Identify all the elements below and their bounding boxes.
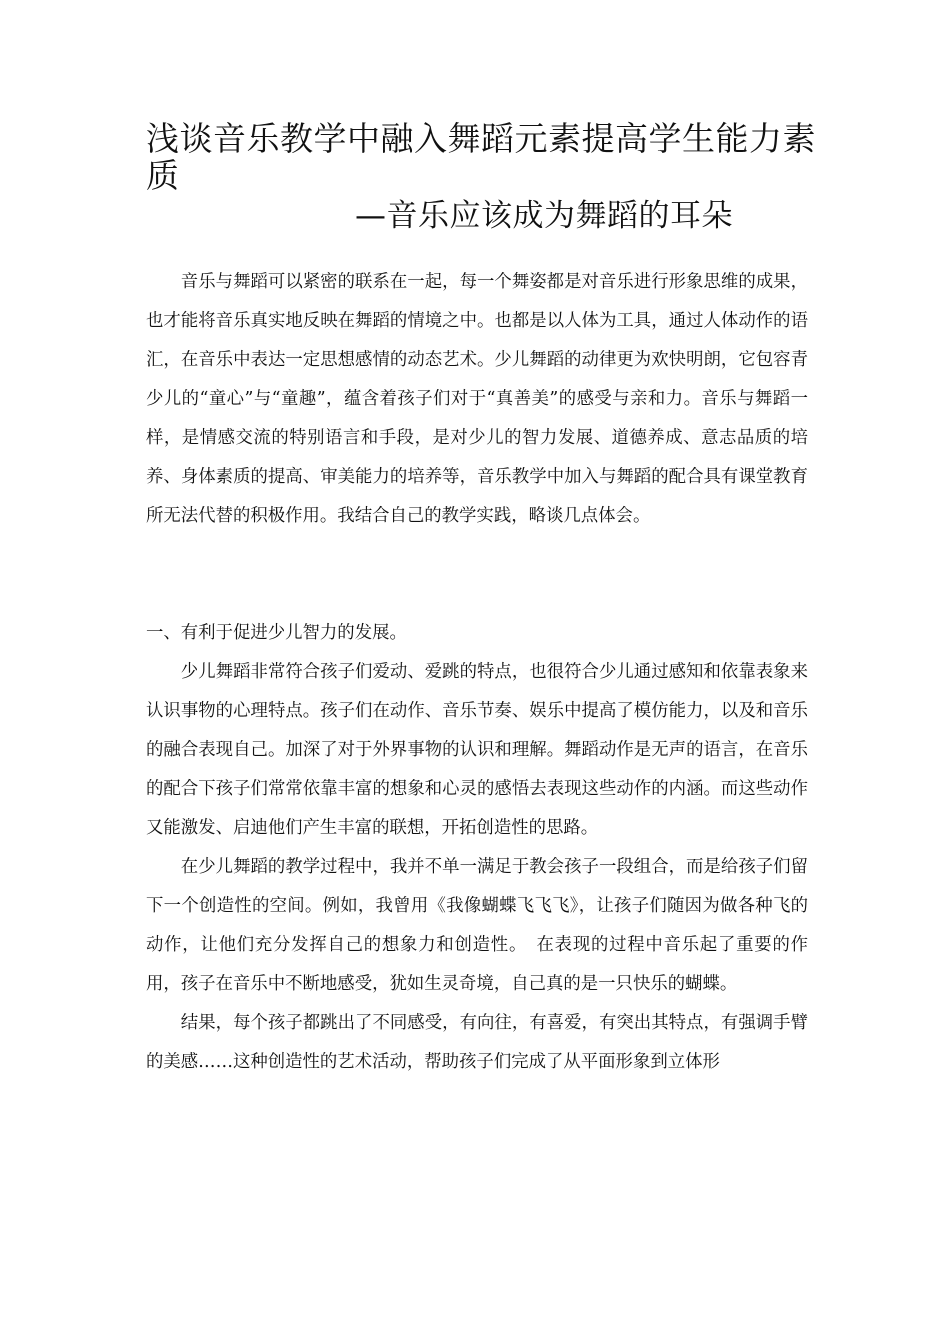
intro-paragraph: 音乐与舞蹈可以紧密的联系在一起，每一个舞姿都是对音乐进行形象思维的成果，也才能将音乐真实地反映在舞蹈的情境之中。也都是以人体为工具，通过人体动作的语汇，在音乐中表达一定思想感情的动态艺术。少儿舞蹈的动律更为欢快明朗，它包容青少儿的“童心”与“童趣”，蕴含着孩子们对于“真善美”的感受与亲和力。音乐与舞蹈一样，是情感交流的特别语言和手段，是对少儿的智力发展、道德养成、意志品质的培养、身体素质的提高、审美能力的培养等，音乐教学中加入与舞蹈的配合具有课堂教育所无法代替的积极作用。我结合自己的教学实践，略谈几点体会。	[146, 272, 808, 526]
section-paragraph: 少儿舞蹈非常符合孩子们爱动、爱跳的特点，也很符合少儿通过感知和依靠表象来认识事物的心理特点。孩子们在动作、音乐节奏、娱乐中提高了模仿能力，以及和音乐的融合表现自己。加深了对于外界事物的认识和理解。舞蹈动作是无声的语言，在音乐的配合下孩子们常常依靠丰富的想象和心灵的感悟去表现这些动作的内涵。而这些动作又能激发、启迪他们产生丰富的联想，开拓创造性的思路。	[146, 662, 808, 838]
paragraph-gap	[146, 536, 808, 614]
section-paragraph: 结果，每个孩子都跳出了不同感受，有向往，有喜爱，有突出其特点，有强调手臂的美感……这种创造性的艺术活动，帮助孩子们完成了从平面形象到立体形	[146, 1013, 808, 1072]
section-paragraph: 在少儿舞蹈的教学过程中，我并不单一满足于教会孩子一段组合，而是给孩子们留下一个创造性的空间。例如，我曾用《我像蝴蝶飞飞飞》，让孩子们随因为做各种飞的动作，让他们充分发挥自己的想象力和创造性。 在表现的过程中音乐起了重要的作用，孩子在音乐中不断地感受，犹如生灵奇境，自己真的是一只快乐的蝴蝶。	[146, 857, 808, 994]
document-title: 浅谈音乐教学中融入舞蹈元素提高学生能力素质	[146, 119, 816, 195]
document-body	[146, 263, 808, 1082]
document-subtitle: —音乐应该成为舞蹈的耳朵	[355, 198, 733, 234]
section-heading: 一、有利于促进少儿智力的发展。	[146, 623, 407, 643]
